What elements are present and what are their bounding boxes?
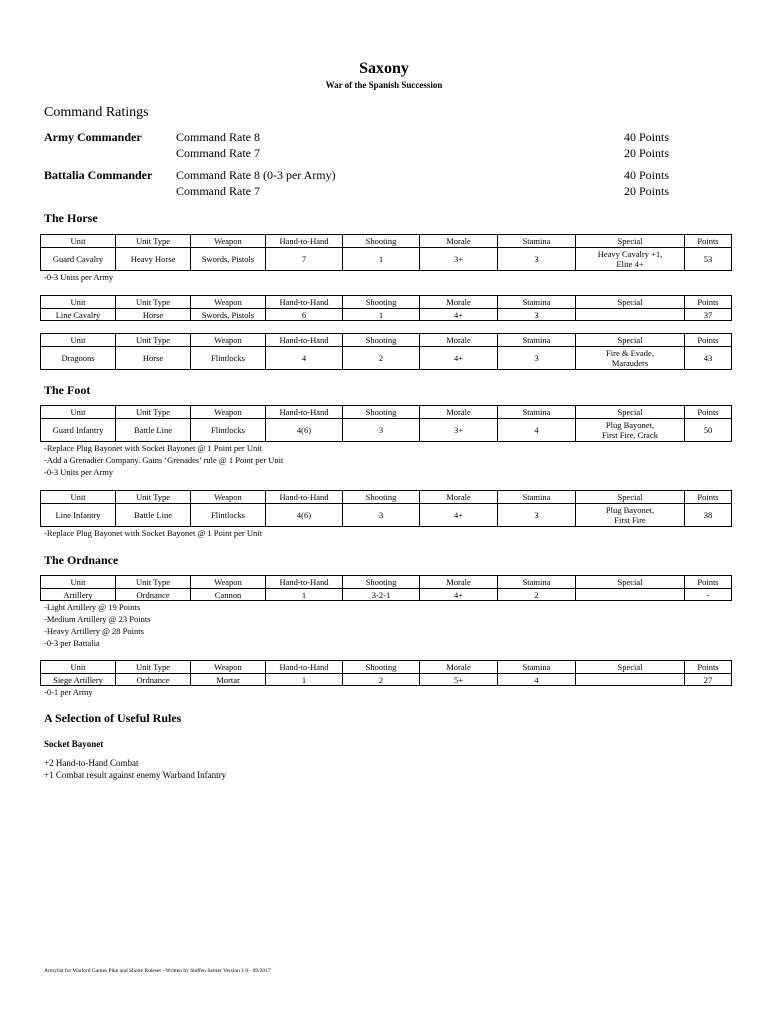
special-line-2: Elite 4+ (616, 259, 644, 269)
column-header: Hand-to-Hand (266, 296, 343, 309)
unit-shooting: 3 (343, 504, 420, 527)
unit-morale: 4+ (420, 309, 498, 321)
column-header: Shooting (343, 576, 420, 589)
unit-morale: 3+ (420, 248, 498, 271)
column-header: Weapon (191, 491, 266, 504)
table-header-row (41, 491, 732, 504)
unit-h2h: 6 (266, 309, 343, 321)
unit-type: Ordnance (116, 674, 191, 686)
rule-line-2: +1 Combat result against enemy Warband Infantry (44, 770, 227, 780)
column-header: Shooting (343, 296, 420, 309)
unit-morale: 4+ (420, 347, 498, 370)
column-header: Special (576, 296, 685, 309)
unit-shooting: 3 (343, 419, 420, 442)
unit-stamina: 4 (498, 674, 576, 686)
column-header: Weapon (191, 406, 266, 419)
column-header: Morale (420, 406, 498, 419)
unit-unit: Guard Infantry (41, 419, 116, 442)
unit-note: -0-3 Units per Army (44, 467, 114, 477)
unit-unit: Artillery (41, 589, 116, 601)
column-header: Hand-to-Hand (266, 491, 343, 504)
unit-type: Horse (116, 309, 191, 321)
column-header: Hand-to-Hand (266, 576, 343, 589)
column-header: Morale (420, 334, 498, 347)
table-row (41, 674, 732, 686)
unit-weapon: Cannon (191, 589, 266, 601)
unit-morale: 3+ (420, 419, 498, 442)
unit-weapon: Flintlocks (191, 419, 266, 442)
unit-stamina: 3 (498, 504, 576, 527)
unit-special (576, 347, 685, 370)
column-header: Weapon (191, 661, 266, 674)
column-header: Stamina (498, 576, 576, 589)
unit-unit: Line Infantry (41, 504, 116, 527)
column-header: Shooting (343, 235, 420, 248)
rules-heading: A Selection of Useful Rules (44, 711, 182, 725)
column-header: Stamina (498, 661, 576, 674)
foot-unit-table (40, 405, 732, 442)
unit-stamina: 2 (498, 589, 576, 601)
column-header: Weapon (191, 576, 266, 589)
unit-unit: Guard Cavalry (41, 248, 116, 271)
column-header: Stamina (498, 296, 576, 309)
unit-weapon: Swords, Pistols (191, 309, 266, 321)
special-line-2: First Fire, Crack (602, 430, 658, 440)
column-header: Stamina (498, 406, 576, 419)
battalia-rate-2: Command Rate 7 (176, 184, 260, 198)
unit-morale: 4+ (420, 589, 498, 601)
table-row (41, 419, 732, 442)
army-rate-1: Command Rate 8 (176, 130, 260, 144)
column-header: Morale (420, 491, 498, 504)
column-header: Unit Type (116, 334, 191, 347)
unit-points: 37 (685, 309, 732, 321)
table-row (41, 248, 732, 271)
table-header-row (41, 576, 732, 589)
column-header: Points (685, 406, 732, 419)
column-header: Weapon (191, 235, 266, 248)
table-row (41, 589, 732, 601)
unit-points: 53 (685, 248, 732, 271)
column-header: Points (685, 235, 732, 248)
column-header: Hand-to-Hand (266, 235, 343, 248)
column-header: Shooting (343, 334, 420, 347)
unit-shooting: 1 (343, 309, 420, 321)
battalia-points-1: 40 Points (624, 168, 670, 182)
column-header: Hand-to-Hand (266, 334, 343, 347)
column-header: Weapon (191, 334, 266, 347)
column-header: Hand-to-Hand (266, 406, 343, 419)
column-header: Unit (41, 296, 116, 309)
unit-h2h: 1 (266, 589, 343, 601)
foot-heading: The Foot (44, 383, 91, 397)
unit-note: -Replace Plug Bayonet with Socket Bayonet @ 1 Point per Unit (44, 528, 262, 538)
unit-note: -Medium Artillery @ 23 Points (44, 614, 151, 624)
column-header: Shooting (343, 406, 420, 419)
column-header: Shooting (343, 661, 420, 674)
unit-type: Battle Line (116, 504, 191, 527)
column-header: Unit (41, 235, 116, 248)
column-header: Points (685, 334, 732, 347)
unit-unit: Line Cavalry (41, 309, 116, 321)
horse-unit-table (40, 295, 732, 321)
column-header: Special (576, 576, 685, 589)
unit-morale: 4+ (420, 504, 498, 527)
column-header: Unit (41, 576, 116, 589)
unit-note: -Heavy Artillery @ 28 Points (44, 626, 144, 636)
unit-shooting: 2 (343, 347, 420, 370)
unit-morale: 5+ (420, 674, 498, 686)
column-header: Unit Type (116, 235, 191, 248)
column-header: Unit Type (116, 576, 191, 589)
unit-stamina: 3 (498, 309, 576, 321)
column-header: Stamina (498, 491, 576, 504)
unit-h2h: 4 (266, 347, 343, 370)
unit-shooting: 2 (343, 674, 420, 686)
unit-points: 38 (685, 504, 732, 527)
unit-note: -0-1 per Army (44, 687, 93, 697)
unit-special (576, 674, 685, 686)
unit-special (576, 248, 685, 271)
special-line-1: Heavy Cavalry +1, (597, 249, 663, 259)
command-ratings-heading: Command Ratings (44, 105, 149, 120)
unit-note: -Replace Plug Bayonet with Socket Bayonet @ 1 Point per Unit (44, 443, 262, 453)
unit-weapon: Flintlocks (191, 347, 266, 370)
special-line-1: Plug Bayonet, (605, 420, 655, 430)
unit-h2h: 7 (266, 248, 343, 271)
column-header: Special (576, 334, 685, 347)
column-header: Weapon (191, 296, 266, 309)
unit-points: 50 (685, 419, 732, 442)
column-header: Unit Type (116, 491, 191, 504)
unit-type: Battle Line (116, 419, 191, 442)
ordnance-unit-table (40, 660, 732, 686)
column-header: Morale (420, 296, 498, 309)
column-header: Unit (41, 406, 116, 419)
table-header-row (41, 235, 732, 248)
battalia-rate-1: Command Rate 8 (0-3 per Army) (176, 168, 336, 182)
unit-note: -Add a Grenadier Company. Gains ‘Grenades’ rule @ 1 Point per Unit (44, 455, 284, 465)
army-points-1: 40 Points (624, 130, 670, 144)
column-header: Stamina (498, 334, 576, 347)
unit-h2h: 4(6) (266, 504, 343, 527)
unit-weapon: Swords, Pistols (191, 248, 266, 271)
ordnance-heading: The Ordnance (44, 553, 119, 567)
unit-weapon: Mortar (191, 674, 266, 686)
unit-points: 43 (685, 347, 732, 370)
unit-special (576, 504, 685, 527)
column-header: Special (576, 491, 685, 504)
column-header: Unit (41, 661, 116, 674)
army-points-2: 20 Points (624, 146, 670, 160)
army-commander-label: Army Commander (44, 130, 142, 144)
special-line-2: First Fire (614, 515, 646, 525)
battalia-commander-label: Battalia Commander (44, 168, 153, 182)
unit-type: Horse (116, 347, 191, 370)
column-header: Special (576, 661, 685, 674)
column-header: Unit Type (116, 296, 191, 309)
column-header: Points (685, 576, 732, 589)
column-header: Points (685, 296, 732, 309)
table-header-row (41, 661, 732, 674)
unit-h2h: 1 (266, 674, 343, 686)
unit-stamina: 3 (498, 347, 576, 370)
table-header-row (41, 334, 732, 347)
column-header: Special (576, 406, 685, 419)
unit-weapon: Flintlocks (191, 504, 266, 527)
table-row (41, 347, 732, 370)
column-header: Points (685, 661, 732, 674)
special-line-2: Marauders (611, 358, 649, 368)
unit-points: 27 (685, 674, 732, 686)
special-line-1: Plug Bayonet, (605, 505, 655, 515)
column-header: Points (685, 491, 732, 504)
unit-note: -0-3 Units per Army (44, 272, 114, 282)
column-header: Unit (41, 334, 116, 347)
column-header: Unit Type (116, 406, 191, 419)
table-row (41, 309, 732, 321)
unit-stamina: 3 (498, 248, 576, 271)
column-header: Shooting (343, 491, 420, 504)
table-header-row (41, 296, 732, 309)
column-header: Morale (420, 235, 498, 248)
unit-shooting: 3-2-1 (343, 589, 420, 601)
unit-type: Heavy Horse (116, 248, 191, 271)
column-header: Morale (420, 661, 498, 674)
unit-note: -Light Artillery @ 19 Points (44, 602, 141, 612)
rule-line-1: +2 Hand-to-Hand Combat (44, 758, 139, 768)
horse-heading: The Horse (44, 211, 98, 225)
column-header: Hand-to-Hand (266, 661, 343, 674)
unit-h2h: 4(6) (266, 419, 343, 442)
horse-unit-table (40, 234, 732, 271)
ordnance-unit-table (40, 575, 732, 601)
page-footer: Armylist for Warlord Games Pike and Shotte Ruleset - Written by Steffen Seitter Version 1.0 - 09/2017 (44, 968, 271, 974)
unit-unit: Siege Artillery (41, 674, 116, 686)
page-subtitle: War of the Spanish Succession (325, 80, 443, 90)
unit-type: Ordnance (116, 589, 191, 601)
table-header-row (41, 406, 732, 419)
page-title: Saxony (359, 60, 409, 77)
foot-unit-table (40, 490, 732, 527)
table-row (41, 504, 732, 527)
unit-note: -0-3 per Battalia (44, 638, 100, 648)
horse-unit-table (40, 333, 732, 370)
column-header: Unit Type (116, 661, 191, 674)
unit-special (576, 309, 685, 321)
unit-special (576, 589, 685, 601)
column-header: Stamina (498, 235, 576, 248)
army-rate-2: Command Rate 7 (176, 146, 260, 160)
unit-shooting: 1 (343, 248, 420, 271)
unit-stamina: 4 (498, 419, 576, 442)
column-header: Special (576, 235, 685, 248)
rule-name: Socket Bayonet (44, 739, 104, 749)
column-header: Unit (41, 491, 116, 504)
unit-special (576, 419, 685, 442)
unit-points: - (685, 589, 732, 601)
unit-unit: Dragoons (41, 347, 116, 370)
battalia-points-2: 20 Points (624, 184, 670, 198)
column-header: Morale (420, 576, 498, 589)
special-line-1: Fire & Evade, (606, 348, 654, 358)
